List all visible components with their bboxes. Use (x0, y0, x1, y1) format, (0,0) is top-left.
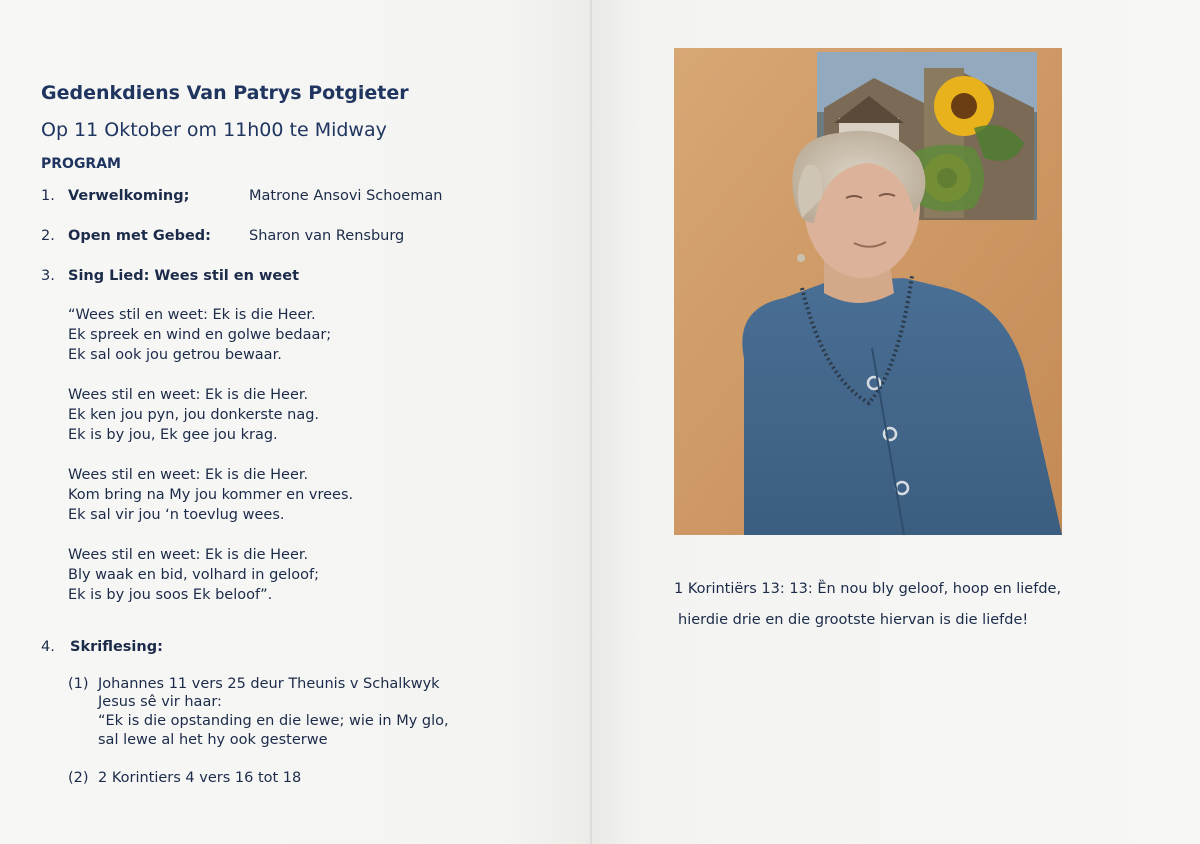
song-line: Wees stil en weet: Ek is die Heer. (68, 547, 309, 563)
program-item-1-label: Verwelkoming; (68, 188, 190, 204)
song-line: Wees stil en weet: Ek is die Heer. (68, 467, 309, 483)
page-title: Gedenkdiens Van Patrys Potgieter (41, 82, 409, 104)
song-line: Ek is by jou, Ek gee jou krag. (68, 427, 278, 443)
song-line: Wees stil en weet: Ek is die Heer. (68, 387, 309, 403)
song-line: Ek sal vir jou ‘n toevlug wees. (68, 507, 285, 523)
reading-2-number: (2) (68, 770, 89, 786)
program-item-2-label: Open met Gebed: (68, 228, 211, 244)
program-item-3-number: 3. (41, 268, 55, 284)
song-line: Ek is by jou soos Ek beloof”. (68, 587, 273, 603)
program-item-4-number: 4. (41, 639, 55, 655)
reading-1-line: “Ek is die opstanding en die lewe; wie in My glo, (98, 713, 449, 729)
program-item-2-person: Sharon van Rensburg (249, 228, 405, 244)
song-line: Ek ken jou pyn, jou donkerste nag. (68, 407, 320, 423)
song-line: Ek spreek en wind en golwe bedaar; (68, 327, 332, 343)
page-fold (590, 0, 592, 844)
song-line: Ek sal ook jou getrou bewaar. (68, 347, 282, 363)
reading-1-number: (1) (68, 676, 89, 692)
bible-verse-line-2: hierdie drie en die grootste hiervan is die liefde! (678, 612, 1029, 628)
program-item-4-label: Skriflesing: (70, 639, 163, 655)
program-item-1-number: 1. (41, 188, 55, 204)
bible-verse-line-1: 1 Korintiërs 13: 13: Ȅn nou bly geloof, hoop en liefde, (674, 581, 1062, 597)
song-line: Kom bring na My jou kommer en vrees. (68, 487, 354, 503)
reading-2-reference: 2 Korintiers 4 vers 16 tot 18 (98, 770, 302, 786)
program-item-3-label: Sing Lied: Wees stil en weet (68, 268, 300, 284)
program-heading: PROGRAM (41, 156, 121, 172)
program-item-2-number: 2. (41, 228, 55, 244)
reading-1-line: sal lewe al het hy ook gesterwe (98, 732, 328, 748)
song-line: Bly waak en bid, volhard in geloof; (68, 567, 319, 583)
service-datetime: Op 11 Oktober om 11h00 te Midway (41, 119, 387, 141)
portrait-illustration (674, 48, 1062, 535)
reading-1-reference: Johannes 11 vers 25 deur Theunis v Schalkwyk (98, 676, 440, 692)
reading-1-line: Jesus sê vir haar: (98, 694, 222, 710)
program-item-1-person: Matrone Ansovi Schoeman (249, 188, 443, 204)
portrait-photo (674, 48, 1062, 535)
song-line: “Wees stil en weet: Ek is die Heer. (68, 307, 316, 323)
